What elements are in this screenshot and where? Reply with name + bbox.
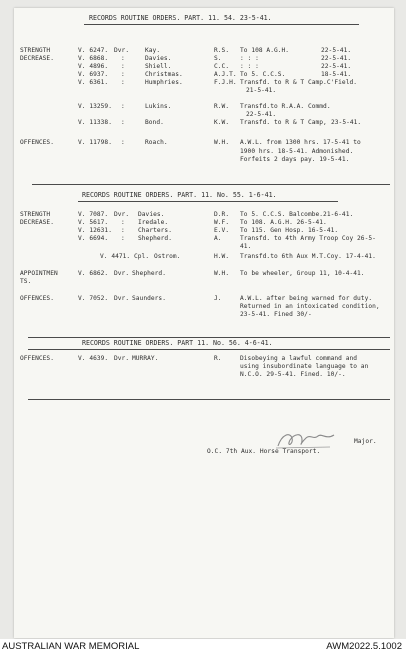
archive-name: AUSTRALIAN WAR MEMORIAL: [2, 641, 140, 652]
rank: :: [121, 227, 125, 234]
service-number: V. 6361.: [78, 79, 109, 86]
initials: R.S.: [214, 47, 230, 54]
archive-footer: [0, 639, 406, 653]
entry-text: To 108. A.G.H. 26-5-41.: [240, 219, 327, 226]
entry-date: 22-5-41.: [321, 55, 352, 62]
service-number: V. 7087.: [78, 211, 109, 218]
header-underline: [78, 201, 338, 202]
surname: Iredale.: [138, 219, 169, 226]
initials: A.: [214, 235, 222, 242]
section-divider: [32, 184, 390, 185]
header-underline: [84, 24, 359, 25]
entry-text: To 5. C.C.S.: [240, 71, 286, 78]
section-3-header: RECORDS ROUTINE ORDERS. PART 11. No. 56. 4-6-41.: [82, 339, 273, 347]
section-divider: [28, 337, 390, 338]
surname: Charters.: [138, 227, 172, 234]
rank: :: [121, 63, 125, 70]
signatory-rank: Major.: [354, 438, 377, 445]
initials: A.J.T.: [214, 71, 237, 78]
initials: J.: [214, 295, 222, 302]
rank: :: [121, 235, 125, 242]
row-label: OFFENCES.: [20, 139, 54, 146]
surname: Lukins.: [145, 103, 172, 110]
section-2-header: RECORDS ROUTINE ORDERS. PART. 11. No. 55. 1-6-41.: [82, 191, 277, 199]
service-number: V. 6694.: [78, 235, 109, 242]
entry-text: : : :: [240, 55, 259, 62]
surname: Shepherd.: [138, 235, 172, 242]
rank: Dvr.: [114, 211, 130, 218]
service-number: V. 11338.: [78, 119, 112, 126]
service-number: V. 11798.: [78, 139, 112, 146]
entry-text: Transfd.to 6th Aux M.T.Coy. 17-4-41.: [240, 253, 376, 260]
initials: F.J.H.: [214, 79, 237, 86]
archive-reference: AWM2022.5.1002: [326, 641, 402, 652]
document-page: [14, 8, 394, 638]
rank: :: [121, 71, 125, 78]
row-label: DECREASE.: [20, 55, 54, 62]
entry-text: To 5. C.C.S. Balcombe.21-6-41.: [240, 211, 354, 218]
row-label: OFFENCES.: [20, 295, 54, 302]
entry-text: Transfd.to R.A.A. Commd.: [240, 103, 331, 110]
surname: Bond.: [145, 119, 164, 126]
rank: :: [121, 219, 125, 226]
initials: S.: [214, 55, 222, 62]
section-divider: [28, 399, 390, 400]
rank: :: [121, 79, 125, 86]
surname: Davies.: [138, 211, 165, 218]
initials: E.V.: [214, 227, 230, 234]
service-number: V. 13259.: [78, 103, 112, 110]
row-label: STRENGTH: [20, 47, 51, 54]
service-number: V. 7052.: [78, 295, 109, 302]
service-number: V. 6868.: [78, 55, 109, 62]
entry-date: 23-5-41.: [331, 119, 362, 126]
initials: C.C.: [214, 63, 230, 70]
entry-text: To 108 A.G.H.: [240, 47, 290, 54]
rank: :: [121, 139, 125, 146]
section-divider: [28, 349, 390, 350]
rank: Cpl.: [134, 253, 150, 260]
surname: Shiell.: [145, 63, 172, 70]
service-number: V. 6937.: [78, 71, 109, 78]
rank: :: [121, 55, 125, 62]
rank: Dvr.: [114, 295, 130, 302]
section-1-header: RECORDS ROUTINE ORDERS. PART. 11. 54. 23-5-41.: [89, 14, 272, 22]
initials: H.W.: [214, 253, 230, 260]
service-number: V. 4471.: [100, 253, 131, 260]
entry-text: : : :: [240, 63, 259, 70]
entry-text: Transfd. to R & T Camp.C'Field.: [240, 79, 358, 86]
service-number: V. 6862.: [78, 270, 109, 277]
initials: D.R.: [214, 211, 230, 218]
initials: W.H.: [214, 270, 230, 277]
service-number: V. 6247.: [78, 47, 109, 54]
entry-date: 22-5-41.: [321, 47, 352, 54]
entry-text: Transfd. to 4th Army Troop Coy 26-5-41.: [240, 235, 376, 250]
entry-date: 22-5-41.: [321, 63, 352, 70]
entry-text: Disobeying a lawful command and using insubordinate language to an N.C.O. 29-5-41. Fined. 10/-.: [240, 355, 369, 379]
rank: :: [121, 103, 125, 110]
signatory-unit: O.C. 7th Aux. Horse Transport.: [207, 448, 321, 455]
rank: :: [121, 119, 125, 126]
surname: Roach.: [145, 139, 168, 146]
entry-date: 18-5-41.: [321, 71, 352, 78]
surname: Shepherd.: [132, 270, 166, 277]
initials: W.F.: [214, 219, 230, 226]
surname: Humphries.: [145, 79, 183, 86]
service-number: V. 4639.: [78, 355, 109, 362]
entry-text: A.W.L. after being warned for duty. Returned in an intoxicated condition, 23-5-41. Fined 30/-: [240, 295, 380, 319]
service-number: V. 12631.: [78, 227, 112, 234]
row-label: DECREASE.: [20, 219, 54, 226]
service-number: V. 5617.: [78, 219, 109, 226]
surname: Davies.: [145, 55, 172, 62]
entry-text: Transfd. to R & T Camp,: [240, 119, 327, 126]
initials: R.W.: [214, 103, 230, 110]
surname: MURRAY.: [132, 355, 159, 362]
entry-text: To 115. Gen Hosp. 16-5-41.: [240, 227, 339, 234]
initials: R.: [214, 355, 222, 362]
rank: Dvr.: [114, 270, 130, 277]
initials: K.W.: [214, 119, 230, 126]
surname: Christmas.: [145, 71, 183, 78]
initials: W.H.: [214, 139, 230, 146]
service-number: V. 4896.: [78, 63, 109, 70]
entry-date: 21-5-41.: [246, 87, 277, 94]
rank: Dvr.: [114, 355, 130, 362]
row-label: STRENGTH: [20, 211, 51, 218]
surname: Ostrom.: [154, 253, 181, 260]
entry-text: A.W.L. from 1300 hrs. 17-5-41 to 1900 hrs. 18-5-41. Admonished. Forfeits 2 days pay. 19-5-41.: [240, 139, 361, 163]
entry-date: 22-5-41.: [246, 111, 277, 118]
surname: Kay.: [145, 47, 161, 54]
row-label: APPOINTMENTS.: [20, 270, 58, 285]
entry-text: To be wheeler, Group 11, 10-4-41.: [240, 270, 365, 277]
rank: Dvr.: [114, 47, 130, 54]
surname: Saunders.: [132, 295, 166, 302]
row-label: OFFENCES.: [20, 355, 54, 362]
